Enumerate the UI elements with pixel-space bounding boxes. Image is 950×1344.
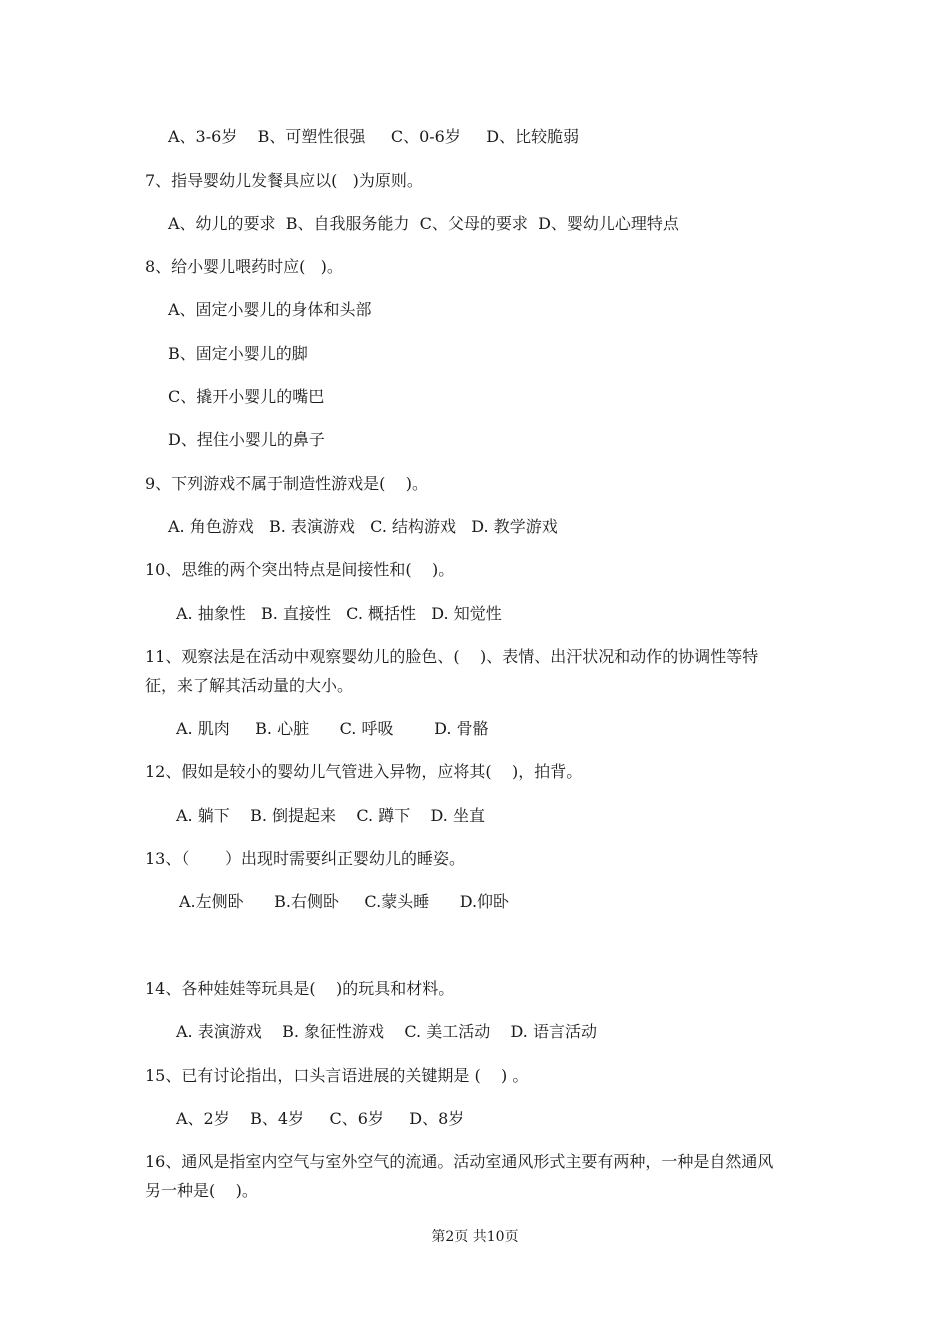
q16-stem-line1: 16、通风是指室内空气与室外空气的流通。活动室通风形式主要有两种，一种是自然通风 — [145, 1152, 774, 1171]
q6-options: A、3-6岁 B、可塑性很强 C、0-6岁 D、比较脆弱 — [168, 127, 580, 146]
q11-stem-line2: 征，来了解其活动量的大小。 — [145, 676, 354, 695]
q8-option-b: B、固定小婴儿的脚 — [168, 344, 308, 363]
q8-stem: 8、给小婴儿喂药时应( )。 — [145, 257, 343, 276]
q14-options: A. 表演游戏 B. 象征性游戏 C. 美工活动 D. 语言活动 — [176, 1022, 597, 1041]
q7-options: A、幼儿的要求 B、自我服务能力 C、父母的要求 D、婴幼儿心理特点 — [168, 214, 679, 233]
q12-options: A. 躺下 B. 倒提起来 C. 蹲下 D. 坐直 — [176, 806, 485, 825]
q10-options: A. 抽象性 B. 直接性 C. 概括性 D. 知觉性 — [176, 604, 502, 623]
q8-option-a: A、固定小婴儿的身体和头部 — [168, 300, 372, 319]
q12-stem: 12、假如是较小的婴幼儿气管进入异物，应将其( )，拍背。 — [145, 762, 583, 781]
q13-options: A.左侧卧 B.右侧卧 C.蒙头睡 D.仰卧 — [179, 892, 510, 911]
q13-stem: 13、（ ）出现时需要纠正婴幼儿的睡姿。 — [145, 849, 465, 868]
q8-option-d: D、捏住小婴儿的鼻子 — [168, 430, 325, 449]
q15-options: A、2岁 B、4岁 C、6岁 D、8岁 — [176, 1109, 465, 1128]
q11-options: A. 肌肉 B. 心脏 C. 呼吸 D. 骨骼 — [176, 719, 489, 738]
q9-options: A. 角色游戏 B. 表演游戏 C. 结构游戏 D. 教学游戏 — [168, 517, 558, 536]
q7-stem: 7、指导婴幼儿发餐具应以( )为原则。 — [145, 171, 423, 190]
q15-stem: 15、已有讨论指出，口头言语进展的关键期是 ( ) 。 — [145, 1066, 529, 1085]
q11-stem-line1: 11、观察法是在活动中观察婴幼儿的脸色、( )、表情、出汗状况和动作的协调性等特 — [145, 647, 759, 666]
q9-stem: 9、下列游戏不属于制造性游戏是( )。 — [145, 474, 429, 493]
page-footer: 第2页 共10页 — [431, 1229, 519, 1245]
q8-option-c: C、撬开小婴儿的嘴巴 — [168, 387, 325, 406]
q10-stem: 10、思维的两个突出特点是间接性和( )。 — [145, 560, 455, 579]
q16-stem-line2: 另一种是( )。 — [145, 1181, 258, 1200]
q14-stem: 14、各种娃娃等玩具是( )的玩具和材料。 — [145, 979, 455, 998]
